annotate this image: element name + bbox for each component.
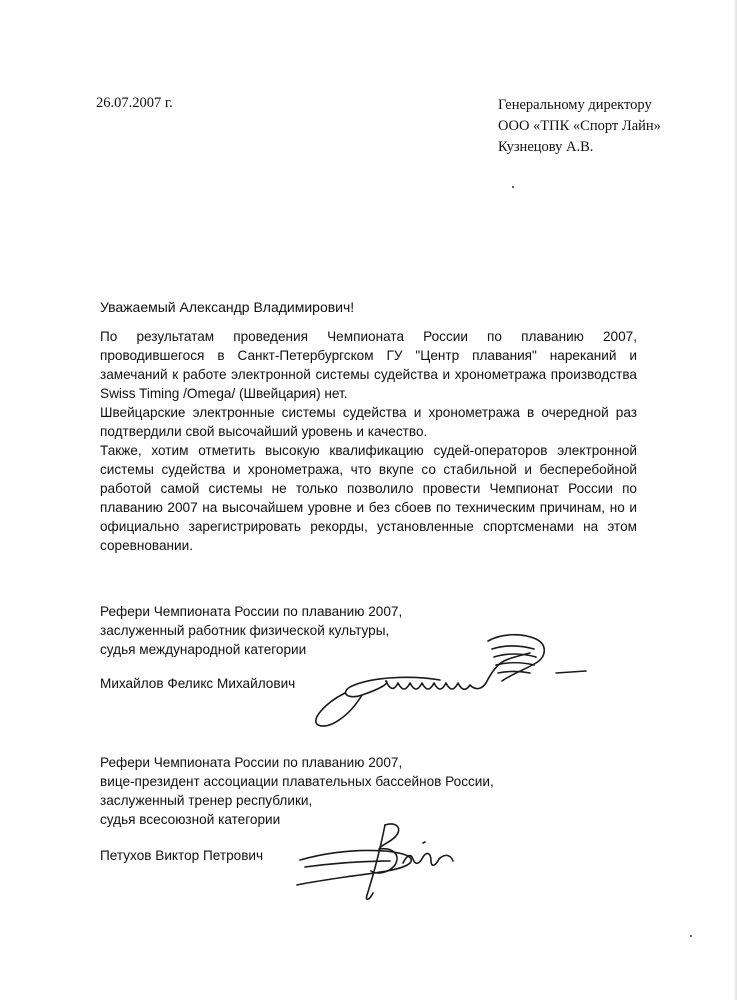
addressee-line: Генеральному директору [498,97,652,113]
handwritten-signature-icon [290,625,590,740]
signatory-name: Петухов Виктор Петрович [100,848,264,863]
letter-date: 26.07.2007 г. [96,95,173,111]
addressee-line: Кузнецову А.В. [498,139,594,155]
signatory-title-line: Рефери Чемпионата России по плаванию 2007, [100,604,403,619]
signatory-title-line: судья международной категории [100,642,307,657]
signatory-title-line: заслуженный работник физической культуры, [100,623,390,638]
signatory-name: Михайлов Феликс Михайлович [100,676,296,691]
scan-speck [512,186,514,188]
body-paragraph: Также, хотим отметить высокую квалификацию судей-операторов электронной системы судейства и хронометража, что вкупе со стабильной и бесперебойной работой самой системы не только позволило провести Чемпионат России по плаванию 2007 на высочайшем уровне и без сбоев по техническим причинам, но и официально зарегистрировать рекорды, установленные спортсменами на этом соревновании. [100,443,637,553]
letter-body [100,327,637,555]
signatory-title-line: заслуженный тренер республики, [100,793,313,808]
addressee-line: ООО «ТПК «Спорт Лайн» [498,118,661,134]
addressee-block [498,95,661,158]
greeting: Уважаемый Александр Владимирович! [100,299,355,315]
signatory-title-line: судья всесоюзной категории [100,812,281,827]
signatory-title-line: Рефери Чемпионата России по плаванию 2007, [100,755,403,770]
scan-speck [690,935,692,937]
body-paragraph: По результатам проведения Чемпионата России по плаванию 2007, проводившегося в Санкт-Петербургском ГУ "Центр плавания" нареканий и замечаний к работе электронной системы судейства и хронометража производства Swiss Timing /Omega/ (Швейцария) нет. [100,329,637,401]
body-paragraph: Швейцарские электронные системы судейства и хронометража в очередной раз подтвердили свой высочайший уровень и качество. [100,405,637,439]
signatory-title-line: вице-президент ассоциации плавательных бассейнов России, [100,774,494,789]
handwritten-signature-icon [285,815,460,910]
scan-edge [733,0,737,1000]
